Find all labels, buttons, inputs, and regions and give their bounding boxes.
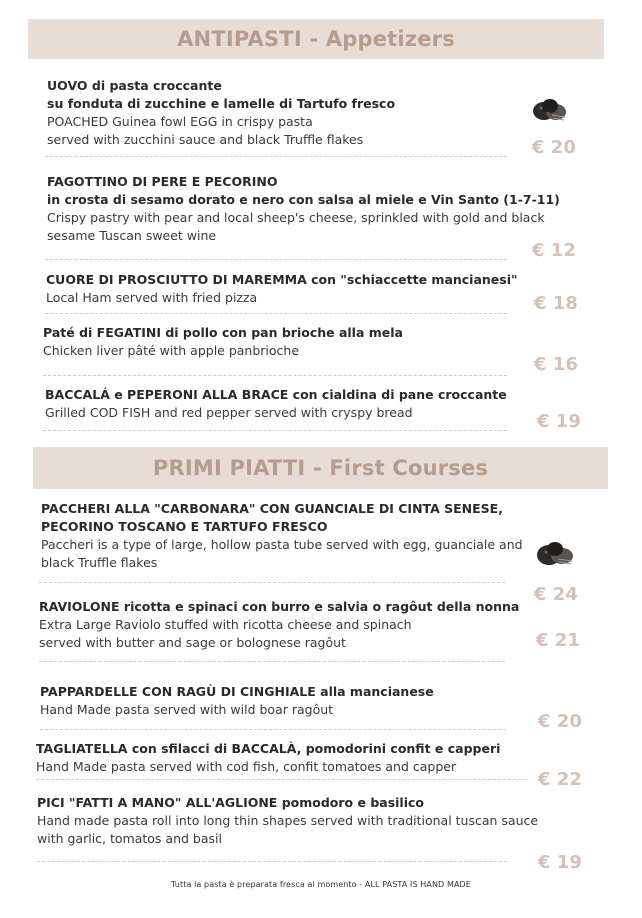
price: € 16 <box>534 354 578 375</box>
dish-name: PECORINO TOSCANO E TARTUFO FRESCO <box>41 519 328 534</box>
dish-name: su fonduta di zucchine e lamelle di Tartufo fresco <box>47 96 396 111</box>
separator <box>36 779 526 780</box>
antipasti-title: ANTIPASTI - Appetizers <box>177 27 455 51</box>
price: € 20 <box>532 137 576 158</box>
menu-item-raviolone <box>39 598 519 652</box>
dish-description: Local Ham served with fried pizza <box>46 290 258 305</box>
dish-name: PICI "FATTI A MANO" ALL'AGLIONE pomodoro e basilico <box>37 795 424 810</box>
dish-description: Grilled COD FISH and red pepper served with cryspy bread <box>45 405 413 420</box>
dish-name: Paté di FEGATINI di pollo con pan brioche alla mela <box>43 325 403 340</box>
menu-item-pappardelle <box>40 683 434 719</box>
dish-description: sesame Tuscan sweet wine <box>47 228 217 243</box>
separator <box>37 861 507 862</box>
dish-description: served with butter and sage or bolognese ragôut <box>39 635 346 650</box>
dish-name: PACCHERI ALLA "CARBONARA" CON GUANCIALE DI CINTA SENESE, <box>41 501 503 516</box>
dish-description: POACHED Guinea fowl EGG in crispy pasta <box>47 114 313 129</box>
dish-description: served with zucchini sauce and black Truffle flakes <box>47 132 364 147</box>
menu-item-uovo <box>47 77 395 149</box>
antipasti-banner <box>28 19 604 59</box>
dish-name: BACCALÁ e PEPERONI ALLA BRACE con cialdina di pane croccante <box>45 387 507 402</box>
truffle-icon <box>530 95 570 125</box>
separator <box>43 375 507 376</box>
separator <box>43 430 507 431</box>
separator <box>39 661 505 662</box>
price: € 22 <box>538 769 582 790</box>
dish-description: with garlic, tomatos and basil <box>37 831 222 846</box>
separator <box>40 729 506 730</box>
menu-item-paccheri <box>41 500 523 572</box>
price: € 21 <box>536 630 580 651</box>
truffle-icon <box>534 538 576 570</box>
menu-item-prosciutto <box>46 271 518 307</box>
dish-name: CUORE DI PROSCIUTTO DI MAREMMA con "schiaccette mancianesi" <box>46 272 518 287</box>
separator <box>45 259 507 260</box>
price: € 19 <box>538 852 582 873</box>
footer-note: Tutta la pasta è preparata fresca al momento - ALL PASTA IS HAND MADE <box>171 880 471 889</box>
menu-item-fagottino <box>47 173 560 245</box>
separator <box>45 156 507 157</box>
menu-item-pici <box>37 794 538 848</box>
price: € 12 <box>532 240 576 261</box>
dish-description: Extra Large Raviolo stuffed with ricotta cheese and spinach <box>39 617 412 632</box>
dish-name: FAGOTTINO DI PERE E PECORINO <box>47 174 278 189</box>
dish-description: Hand Made pasta served with wild boar ragôut <box>40 702 334 717</box>
dish-description: Chicken liver pâté with apple panbrioche <box>43 343 300 358</box>
dish-name: PAPPARDELLE CON RAGÙ DI CINGHIALE alla mancianese <box>40 684 434 699</box>
price: € 19 <box>537 411 581 432</box>
dish-description: Crispy pastry with pear and local sheep's cheese, sprinkled with gold and black <box>47 210 545 225</box>
price: € 24 <box>534 584 578 605</box>
dish-description: Hand made pasta roll into long thin shapes served with traditional tuscan sauce <box>37 813 539 828</box>
price: € 18 <box>534 293 578 314</box>
dish-name: UOVO di pasta croccante <box>47 78 222 93</box>
separator <box>39 582 505 583</box>
dish-description: black Truffle flakes <box>41 555 158 570</box>
dish-name: TAGLIATELLA con sfilacci di BACCALÀ, pomodorini confit e capperi <box>36 741 501 756</box>
dish-name: in crosta di sesamo dorato e nero con salsa al miele e Vin Santo (1-7-11) <box>47 192 560 207</box>
dish-name: RAVIOLONE ricotta e spinaci con burro e salvia o ragôut della nonna <box>39 599 520 614</box>
menu-item-fegatini <box>43 324 403 360</box>
separator <box>45 313 507 314</box>
primi-banner <box>33 447 608 489</box>
menu-item-tagliatella <box>36 740 500 776</box>
primi-title: PRIMI PIATTI - First Courses <box>152 456 489 480</box>
dish-description: Hand Made pasta served with cod fish, confit tomatoes and capper <box>36 759 457 774</box>
dish-description: Paccheri is a type of large, hollow pasta tube served with egg, guanciale and <box>41 537 523 552</box>
menu-item-baccala <box>45 386 507 422</box>
price: € 20 <box>538 711 582 732</box>
